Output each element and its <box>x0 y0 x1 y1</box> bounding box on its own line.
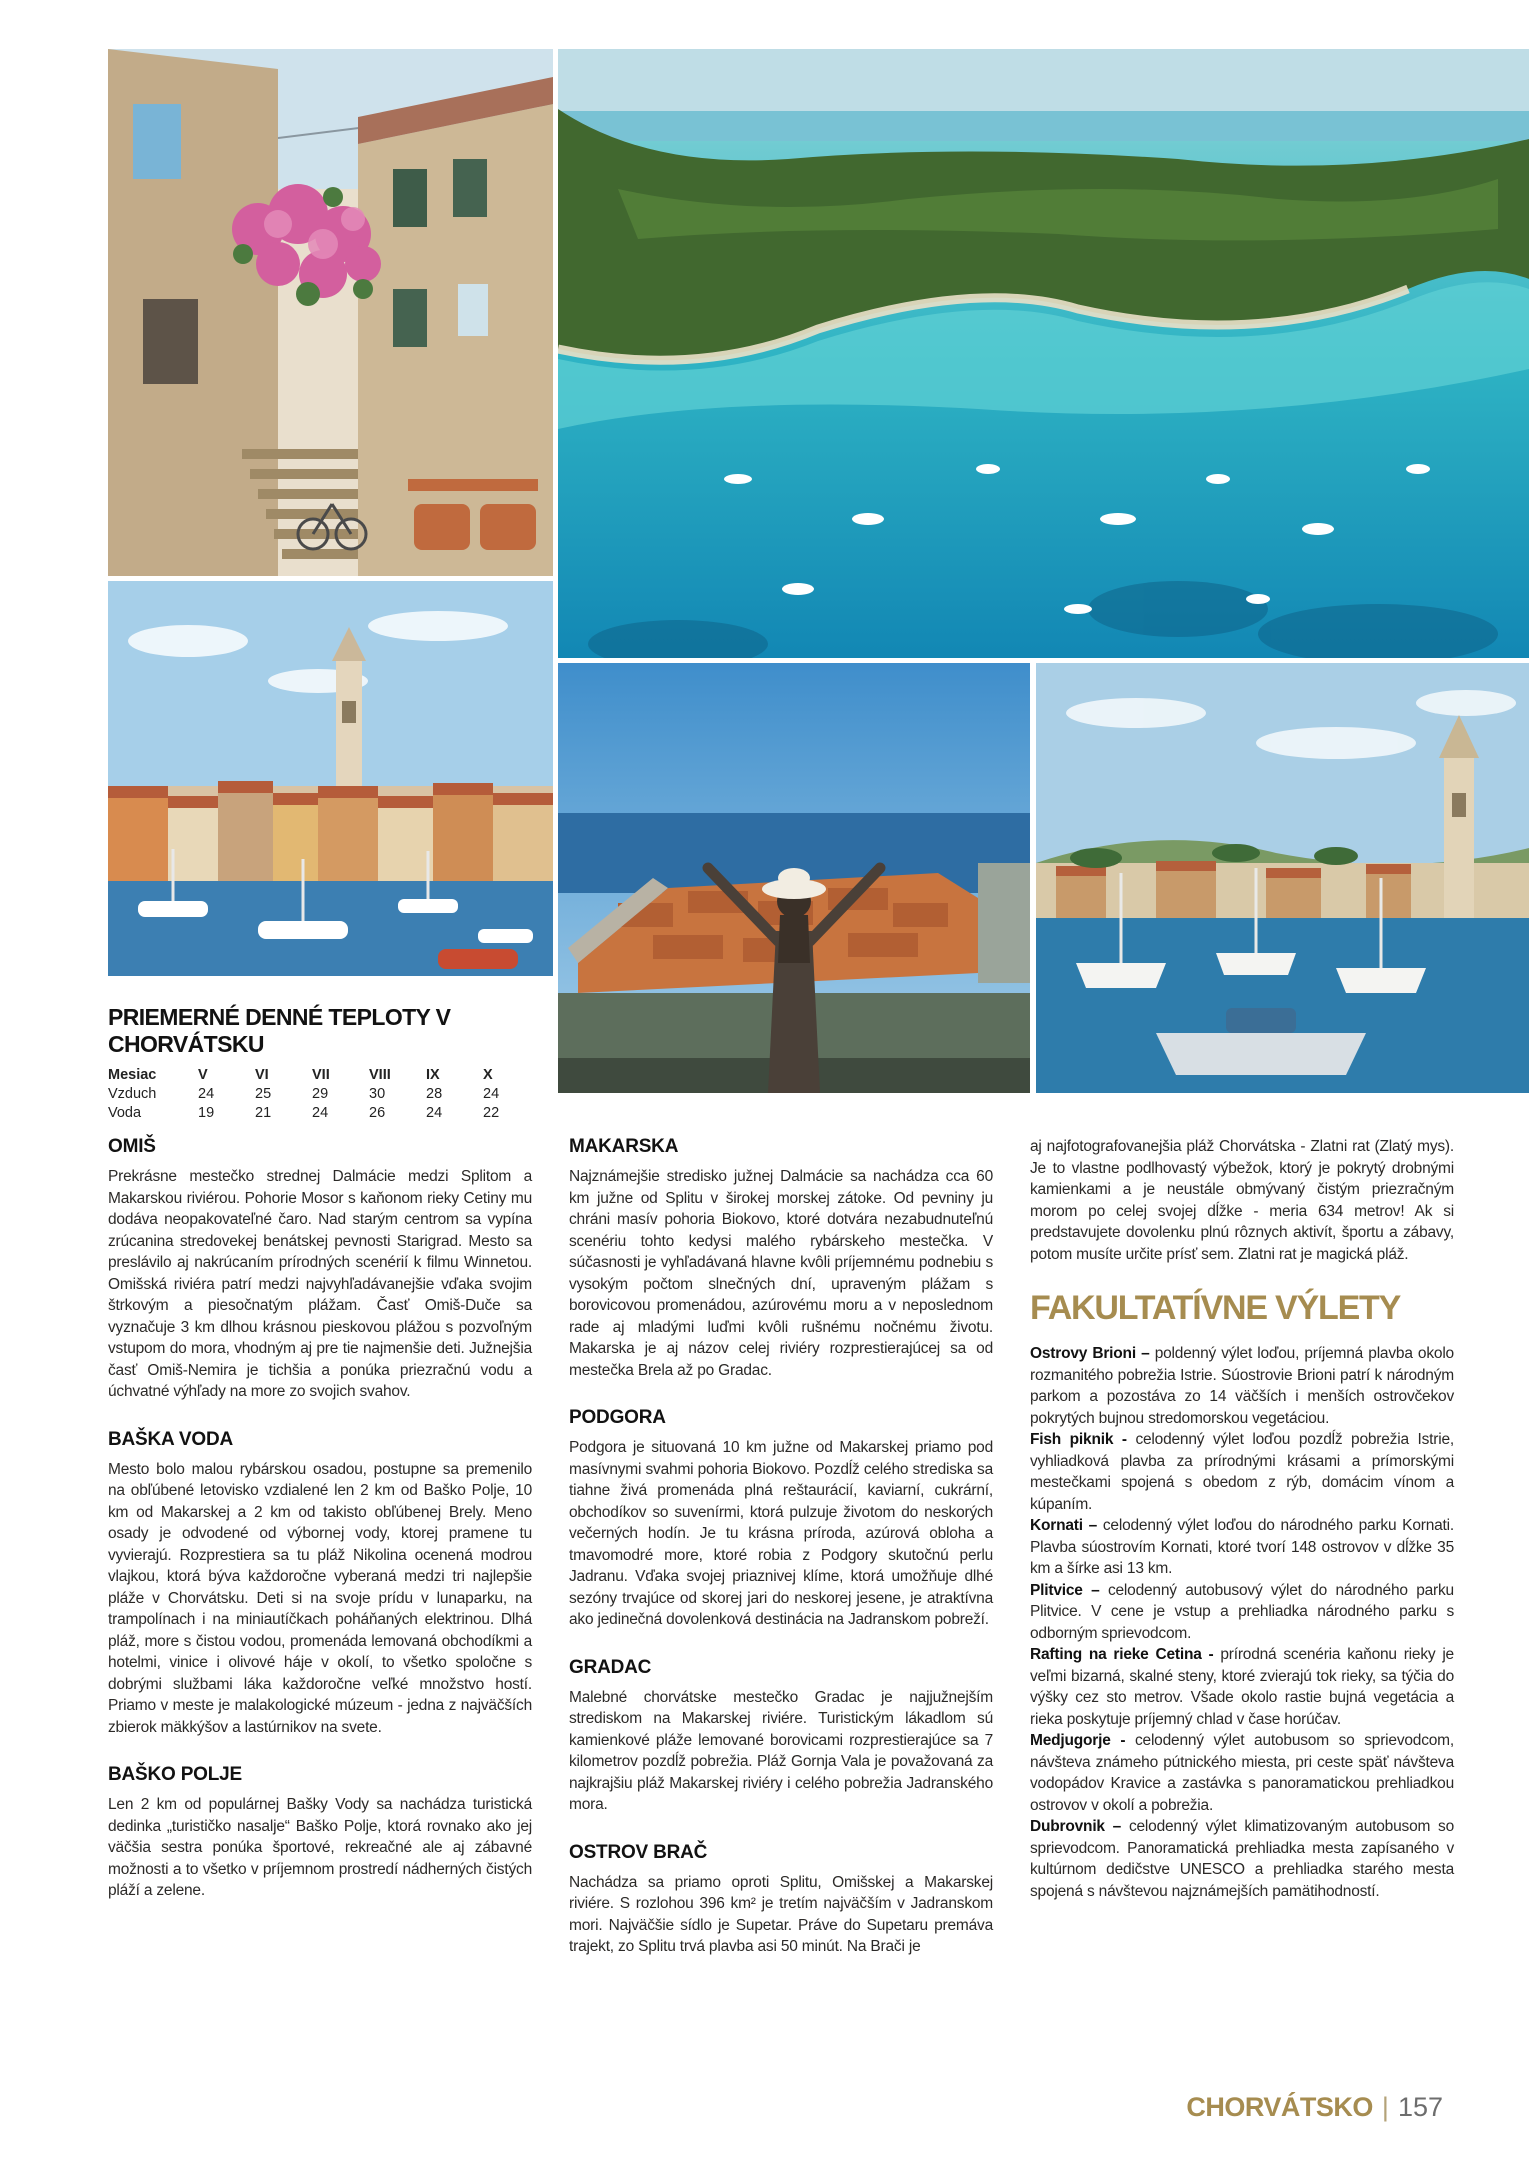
section-paragraph: Prekrásne mestečko strednej Dalmácie medzi Splitom a Makarskou riviérou. Pohorie Mosor s kaňonom rieky Cetiny mu dodáva neopakovateľné čaro. Nad starým centrom sa vypína zrúcanina stredovekej benátskej pevnosti Starigrad. Mesto sa preslávilo aj nakrúcaním prírodných scenérií k filmu Winnetou. Omišská riviéra patrí medzi najvyhľadávanejšie vďaka svojim štrkovým a piesočnatým plážam. Časť Omiš-Duče sa vyznačuje 3 km dlhou krásnou pieskovou plážou s pozvoľným vstupom do mora, vhodným aj pre tie najmenšie deti. Južnejšia časť Omiš-Nemira je tichšia a ponúka priezračnú vodu a úchvatné výhľady na more zo svojich svahov. <box>108 1168 532 1400</box>
temp-value: 19 <box>198 1105 215 1121</box>
excursion-name: Fish piknik - <box>1030 1431 1136 1448</box>
text-columns <box>108 1136 1454 1958</box>
text-column-2 <box>569 1136 993 1958</box>
text-column-3 <box>1030 1136 1454 1958</box>
excursion-entry: Kornati – celodenný výlet loďou do národného parku Kornati. Plavba súostrovím Kornati, ktoré tvorí 148 ostrovov v dĺžke 35 km a šírke asi 13 km. <box>1030 1517 1454 1577</box>
temp-table-columns <box>108 1066 540 1085</box>
section-heading: PODGORA <box>569 1407 666 1428</box>
bay-photo-art <box>558 49 1529 658</box>
temp-column-header: Mesiac <box>108 1067 157 1083</box>
excursion-name: Dubrovnik – <box>1030 1818 1129 1835</box>
temp-value: 24 <box>198 1086 215 1102</box>
excursion-name: Plitvice – <box>1030 1581 1108 1599</box>
temp-value: 24 <box>426 1105 443 1121</box>
temp-value: 21 <box>255 1105 272 1121</box>
temp-column-header: VIII <box>369 1067 391 1083</box>
coastal-town-photo <box>108 581 553 976</box>
excursion-name: Medjugorje - <box>1030 1732 1135 1749</box>
marina-photo-art <box>1036 663 1529 1093</box>
town-photo-art <box>108 581 553 976</box>
excursion-entry: Rafting na rieke Cetina - prírodná scenéria kaňonu rieky je veľmi bizarná, skalné steny, ktoré zvierajú tok rieky, sa týčia do výšky cez sto metrov. Všade okolo rastie bujná vegetácia a rieka poskytuje príjemný chlad v čase horúčav. <box>1030 1646 1454 1728</box>
section-paragraph: Mesto bolo malou rybárskou osadou, postupne sa premenilo na obľúbené letovisko vzdialené len 2 km od Baško Polje, 10 km od Makarskej a 2 km od takisto obľúbenej Brely. Meno osady je odvodené od výbornej vody, ktorej pramene tu vyvierajú. Rozprestiera sa tu pláž Nikolina ocenená modrou vlajkou, ktorá býva každoročne vyberaná medzi tri najlepšie pláže v Chorvátsku. Deti si na svoje prídu v lunaparku, na trampolínach i na miniautíčkach poháňaných elektrinou. Dlhá pláž, more s čistou vodou, promenáda lemovaná obchodíkmi a hotelmi, vinice i olivové háje v okolí, to všetko spoločne s dobrými službami láka každoročne veľké množstvo hostí. Priamo v meste je malakologické múzeum - jedna z najväčších zbierok mäkkýšov a lastúrnikov na svete. <box>108 1460 532 1736</box>
excursion-entry: Medjugorje - celodenný výlet autobusom so sprievodcom, návšteva známeho pútnického miesta, pri ceste späť návšteva vodopádov Kravice a zastávka s panoramatickou prehliadkou ostrovov v okolí a pobrežia. <box>1030 1732 1454 1814</box>
footer-page-number: 157 <box>1397 2092 1443 2122</box>
excursion-entry: Ostrovy Brioni – poldenný výlet loďou, príjemná plavba okolo rozmanitého pobrežia Istrie. Súostrovie Brioni patrí k národným parkom a pozostáva zo 14 väčších i menších ostrovčekov pokrytých bujnou stredomorskou vegetáciou. <box>1030 1345 1454 1427</box>
footer-region-label: CHORVÁTSKO <box>1186 2092 1373 2122</box>
temp-value: 24 <box>483 1086 500 1102</box>
temp-value: 25 <box>255 1086 272 1102</box>
section-paragraph: aj najfotografovanejšia pláž Chorvátska - Zlatni rat (Zlatý mys). Je to vlastne podlhovastý výbežok, ktorý je pokrytý drobnými kamienkami a je neustále obmývaný čistým priezračným morom po celej svojej dĺžke - meria 634 metrov! Ak si predstavujete dovolenku plnú rôznych aktivít, športu a zábavy, potom musíte určite prísť sem. Zlatni rat je magická pláž. <box>1030 1138 1454 1263</box>
omis-street-photo <box>108 49 553 576</box>
excursion-name: Ostrovy Brioni – <box>1030 1345 1155 1362</box>
temp-table-row <box>108 1085 540 1104</box>
temp-value: 28 <box>426 1086 443 1102</box>
excursion-entry: Dubrovnik – celodenný výlet klimatizovaným autobusom so sprievodcom. Panoramatická prehliadka mesta zapísaného v kultúrnom dedičstve UNESCO a prehliadka starého mesta spojená s návštevou najznámejších pamätihodností. <box>1030 1818 1454 1900</box>
temp-column-header: VI <box>255 1067 269 1083</box>
section-paragraph: Podgora je situovaná 10 km južne od Makarskej priamo pod masívnymi svahmi pohoria Biokovo. Pozdĺž celého strediska sa tiahne živá promenáda plná reštaurácií, kaviarní, cukrární, obchodíkov so suvenírmi, ktorá pulzuje životom do neskorých večerných hodín. Je tu krásna príroda, azúrová obloha a tmavomodré more, ktoré robia z Podgory skutočnú perlu Jadranu. Vďaka svojej priaznivej klíme, ktorá umožňuje dlhé sezóny trvajúce od skorej jari do neskorej jesene, je atraktívna ako jedinečná dovolenková destinácia na Jadranskom pobreží. <box>569 1439 993 1628</box>
excursion-entry: Fish piknik - celodenný výlet loďou pozdĺž pobrežia Istrie, vyhliadková plavba za prírodnými krásami a prímorskými mestečkami spojená s obedom z rýb, domácim vínom a kúpaním. <box>1030 1431 1454 1513</box>
marina-photo <box>1036 663 1529 1093</box>
temp-value: 24 <box>312 1105 329 1121</box>
section-paragraph: Malebné chorvátske mestečko Gradac je najjužnejším strediskom na Makarskej riviére. Turistickým lákadlom sú kamienkové pláže lemované borovicami rozprestierajúce sa 7 kilometrov pozdĺž pobrežia. Pláž Gornja Vala je považovaná za najkrajšiu pláž Makarskej riviéry i celého pobrežia Jadranského mora. <box>569 1688 993 1813</box>
section-heading: BAŠKO POLJE <box>108 1764 242 1785</box>
temp-column-header: IX <box>426 1067 440 1083</box>
section-paragraph: Len 2 km od populárnej Bašky Vody sa nachádza turistická dedinka „turističko nasalje“ Baško Polje, ktorá rovnako ako jej väčšia sestra ponúka športové, rekreačné ale aj zábavné možnosti a to všetko v príjemnom prostredí nádherných čistých pláží a zelene. <box>108 1796 532 1899</box>
temp-value: 26 <box>369 1105 386 1121</box>
temp-value: 29 <box>312 1086 329 1102</box>
temp-row-label: Vzduch <box>108 1086 157 1102</box>
temp-value: 30 <box>369 1086 386 1102</box>
footer-separator: | <box>1381 2092 1389 2122</box>
street-photo-art <box>108 49 553 576</box>
temp-table-rows <box>108 1085 540 1123</box>
dubrovnik-viewpoint-photo <box>558 663 1030 1093</box>
section-heading: OMIŠ <box>108 1136 156 1157</box>
aerial-bay-photo <box>558 49 1529 658</box>
text-column-1 <box>108 1136 532 1958</box>
section-heading: OSTROV BRAČ <box>569 1841 708 1863</box>
section-heading: MAKARSKA <box>569 1136 679 1157</box>
page-footer <box>1186 2092 1443 2123</box>
section-heading: GRADAC <box>569 1656 652 1678</box>
temperature-table-title: PRIEMERNÉ DENNÉ TEPLOTY V CHORVÁTSKU <box>108 1004 451 1057</box>
temp-column-header: V <box>198 1067 208 1083</box>
temp-column-header: VII <box>312 1067 330 1083</box>
temp-table-row <box>108 1104 540 1123</box>
dubrovnik-photo-art <box>558 663 1030 1093</box>
temp-row-label: Voda <box>108 1105 142 1121</box>
excursions-heading: FAKULTATÍVNE VÝLETY <box>1030 1289 1401 1327</box>
temp-column-header: X <box>483 1067 493 1083</box>
excursion-name: Kornati – <box>1030 1517 1103 1534</box>
excursion-name: Rafting na rieke Cetina - <box>1030 1646 1221 1663</box>
temp-value: 22 <box>483 1105 500 1121</box>
excursion-entry: Plitvice – celodenný autobusový výlet do národného parku Plitvice. V cene je vstup a prehliadka národného parku s odborným sprievodcom. <box>1030 1581 1454 1642</box>
temperature-table <box>108 1004 540 1123</box>
section-paragraph: Nachádza sa priamo oproti Splitu, Omišskej a Makarskej riviére. S rozlohou 396 km² je tretím najväčším v Jadranskom mori. Najväčšie sídlo je Supetar. Práve do Supetaru premáva trajekt, zo Splitu trvá plavba asi 50 minút. Na Brači je <box>569 1873 993 1955</box>
section-paragraph: Najznámejšie stredisko južnej Dalmácie sa nachádza cca 60 km južne od Splitu v širokej morskej zátoke. Od pevniny ju chráni masív pohoria Biokovo, ktoré dotvára nezabudnuteľnú scenériu tohto kedysi malého rybárskeho mestečka. V súčasnosti je vyhľadávaná hlavne kvôli príjemnému podnebiu s vysokým počtom slnečných dní, upraveným plážam s borovicovou promenádou, azúrovému moru a v neposlednom rade aj mladými luďmi kvôli rušnému nočnému životu. Makarska je aj názov celej riviéry rozprestierajúcej sa od mestečka Brela až po Gradac. <box>569 1168 993 1379</box>
section-heading: BAŠKA VODA <box>108 1428 234 1450</box>
